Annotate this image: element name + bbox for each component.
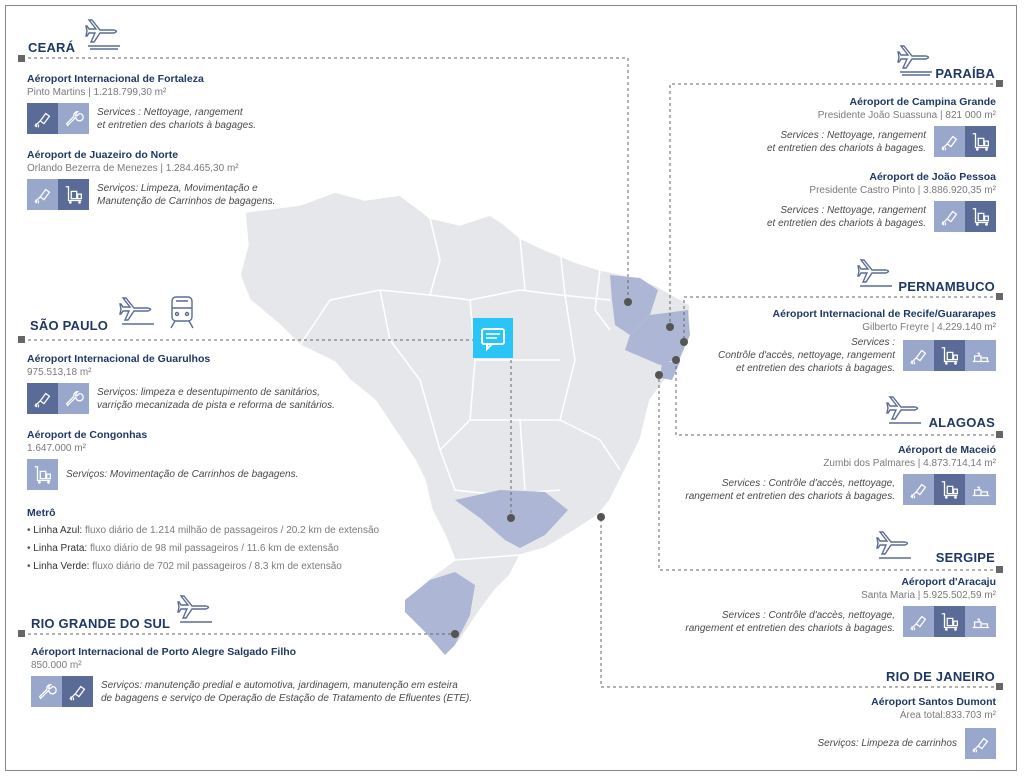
wrench-icon [31,676,62,707]
airport-recife: Aéroport Internacional de Recife/Guararapes Gilberto Freyre | 4.229.140 m² Services : Contrôle d'accès, nettoyage, rangement et entretien des chariots à bagages. [717,308,996,374]
airport-aracaju: Aéroport d'Aracaju Santa Maria | 5.925.502,59 m² Services : Contrôle d'accès, nettoyage, rangement et entretien des chariots à bagages. [685,576,996,637]
cleaning-icon [27,103,58,134]
luggage-cart-icon [965,126,996,157]
airport-guarulhos: Aéroport Internacional de Guarulhos 975.513,18 m² Serviços: limpeza e desentupimento de sanitários, varrição mecanizada de pista e reforma de sanitários. [27,353,335,414]
luggage-cart-icon [934,340,965,371]
wrench-icon [58,103,89,134]
chat-icon [473,318,513,358]
region-sao-paulo: SÃO PAULO [30,318,109,333]
region-rio-de-janeiro: RIO DE JANEIRO [886,669,995,684]
luggage-cart-icon [934,606,965,637]
metro-line: • Linha Azul: fluxo diário de 1.214 milhão de passageiros / 20.2 km de extensão [27,525,380,536]
region-ceara: CEARÁ [28,40,76,55]
airport-santos-dumont: Aéroport Santos Dumont Área total:833.703 m² Serviços: Limpeza de carrinhos [817,696,996,759]
region-paraiba: PARAÍBA [935,66,995,81]
airport-congonhas: Aéroport de Congonhas 1.647.000 m² Serviços: Movimentação de Carrinhos de bagagens. [27,429,298,490]
cleaning-icon [934,126,965,157]
airport-porto-alegre: Aéroport Internacional de Porto Alegre Salgado Filho 850.000 m² Serviços: manutenção predial e automotiva, jardinagem, manutenção em esteira de bagagens e serviço de Operação de Estação de Tratamento de Efluentes (ETE). [31,646,472,707]
airport-campina-grande: Aéroport de Campina Grande Presidente João Suassuna | 821 000 m² Services : Nettoyage, rangement et entretien des chariots à bagages. [767,96,996,157]
security-scanner-icon [965,606,996,637]
metro-section: Metrô • Linha Azul: fluxo diário de 1.214 milhão de passageiros / 20.2 km de extensão • Linha Prata: fluxo diário de 98 mil passageiros / 11.6 km de extensão • Linha Verde: fluxo diário de 702 mil passageiros / 8.3 km de extensão [27,504,379,576]
airplane-icon [178,596,212,622]
wrench-icon [58,383,89,414]
metro-line: • Linha Verde: fluxo diário de 702 mil passageiros / 8.3 km de extensão [27,561,342,572]
luggage-cart-icon [934,474,965,505]
security-scanner-icon [965,474,996,505]
cleaning-icon [27,383,58,414]
luggage-cart-icon [965,201,996,232]
luggage-cart-icon [27,459,58,490]
cleaning-icon [965,728,996,759]
airport-maceio: Aéroport de Maceió Zumbi dos Palmares | 4.873.714,14 m² Services : Contrôle d'accès, nettoyage, rangement et entretien des chariots à bagages. [685,444,996,505]
cleaning-icon [62,676,93,707]
state-rio-grande-do-sul [405,572,475,655]
cleaning-icon [903,606,934,637]
metro-line: • Linha Prata: fluxo diário de 98 mil passageiros / 11.6 km de extensão [27,543,339,554]
region-alagoas: ALAGOAS [928,415,995,430]
cleaning-icon [27,179,58,210]
train-icon [171,297,193,328]
region-rio-grande-do-sul: RIO GRANDE DO SUL [31,616,171,631]
region-pernambuco: PERNAMBUCO [898,279,995,294]
state-alagoas-sergipe [660,362,680,380]
airplane-icon [898,46,932,75]
luggage-cart-icon [58,179,89,210]
cleaning-icon [934,201,965,232]
security-scanner-icon [965,340,996,371]
cleaning-icon [903,340,934,371]
airport-fortaleza: Aéroport Internacional de Fortaleza Pinto Martins | 1.218.799,30 m² Services : Nettoyage, rangement et entretien des chariots à bagages. [27,73,256,134]
cleaning-icon [903,474,934,505]
region-sergipe: SERGIPE [935,550,995,565]
airplane-icon [877,532,911,558]
airport-juazeiro: Aéroport de Juazeiro do Norte Orlando Bezerra de Menezes | 1.284.465,30 m² Serviços: Limpeza, Movimentação e Manutenção de Carrinhos de bagagens. [27,149,275,210]
airplane-icon [887,397,921,423]
airplane-icon [858,260,892,286]
airport-joao-pessoa: Aéroport de João Pessoa Presidente Castro Pinto | 3.886.920,35 m² Services : Nettoyage, rangement et entretien des chariots à bagages. [767,171,996,232]
airplane-icon [120,298,154,324]
airplane-icon [86,20,120,49]
